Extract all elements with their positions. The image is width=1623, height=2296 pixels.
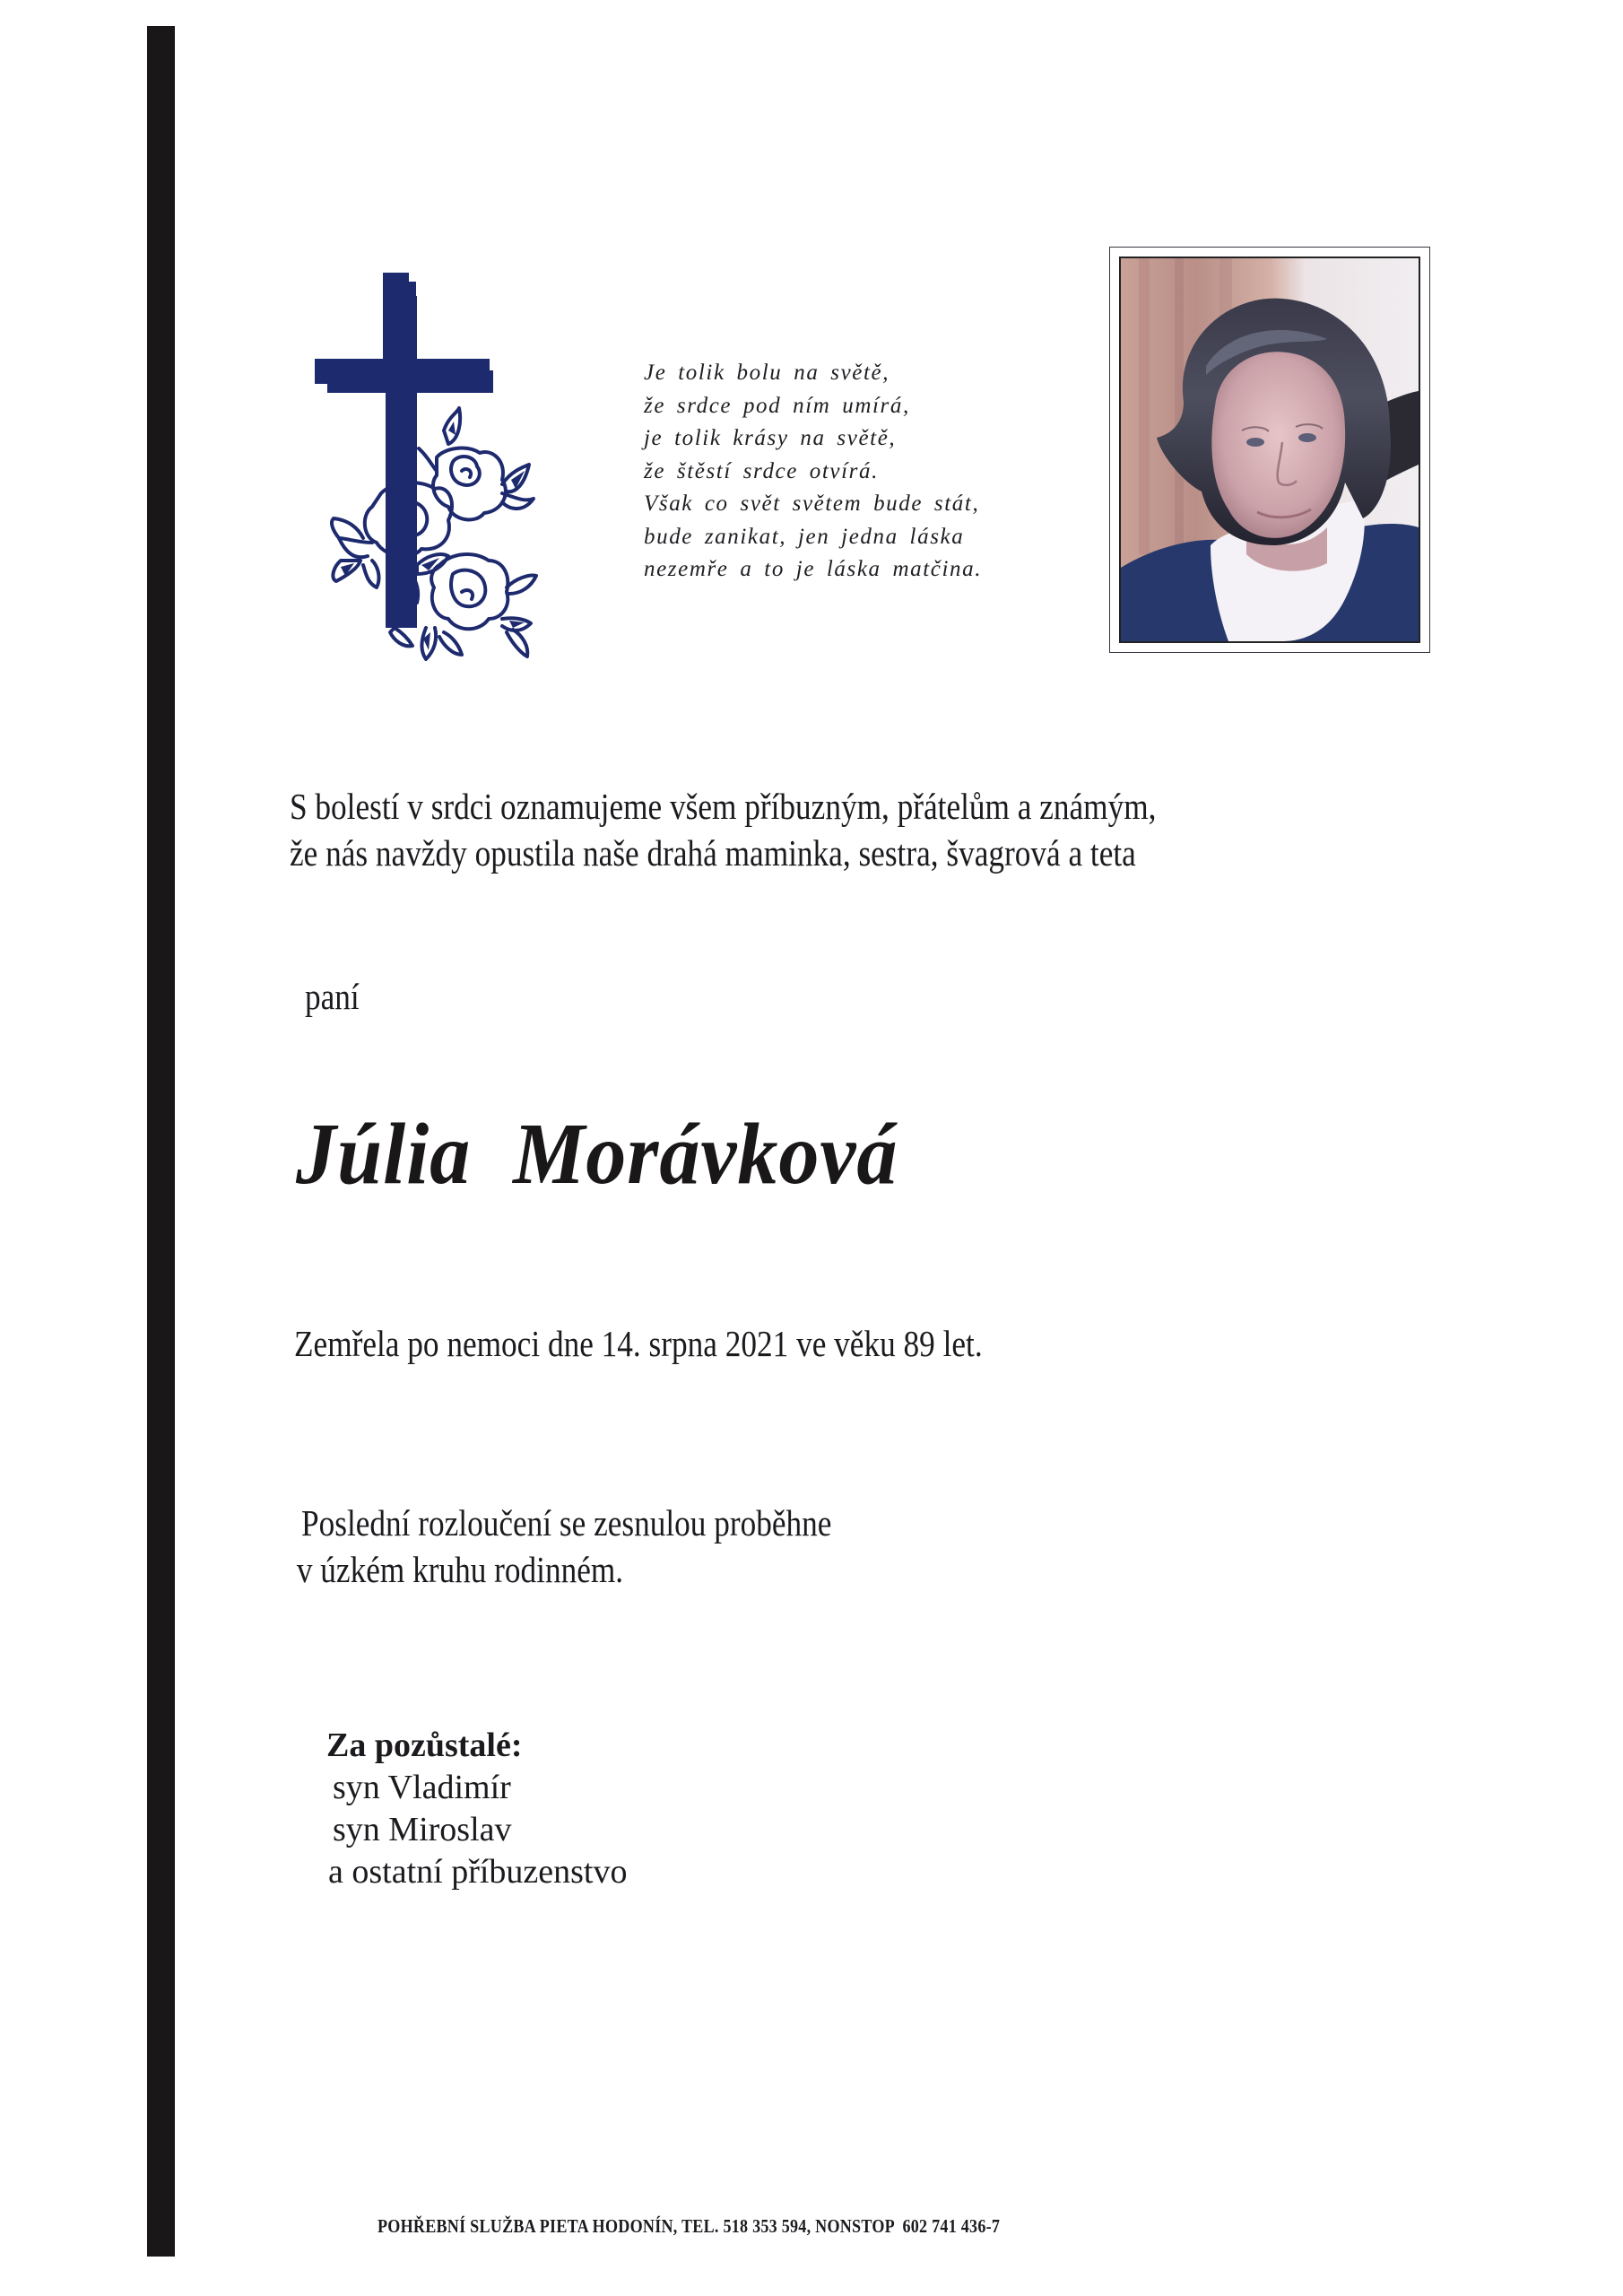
- farewell-notice: [296, 1500, 832, 1593]
- survivor-item: syn Vladimír: [333, 1769, 511, 1806]
- deceased-first-name: Júlia: [296, 1106, 472, 1202]
- poem-line: Však co svět světem bude stát,: [644, 491, 980, 516]
- farewell-line: Poslední rozloučení se zesnulou proběhne: [301, 1502, 832, 1544]
- announcement-line: S bolestí v srdci oznamujeme všem příbuzným, přátelům a známým,: [290, 786, 1157, 827]
- poem-line: že štěstí srdce otvírá.: [644, 458, 879, 483]
- portrait-frame: [1109, 247, 1430, 653]
- funeral-service-footer: POHŘEBNÍ SLUŽBA PIETA HODONÍN, TEL. 518 353 594, NONSTOP 602 741 436-7: [378, 2215, 1001, 2237]
- poem-line: je tolik krásy na světě,: [644, 426, 897, 450]
- poem-line: nezemře a to je láska matčina.: [644, 557, 983, 581]
- survivors-list: [328, 1725, 627, 1893]
- poem-line: bude zanikat, jen jedna láska: [644, 524, 965, 549]
- survivor-item: syn Miroslav: [333, 1811, 512, 1848]
- poem-line: že srdce pod ním umírá,: [644, 393, 910, 418]
- mourning-bar: [147, 26, 175, 2257]
- cross-with-roses-icon: [305, 265, 547, 668]
- poem: [644, 357, 982, 587]
- survivors-heading: Za pozůstalé:: [326, 1726, 523, 1764]
- poem-line: Je tolik bolu na světě,: [644, 361, 890, 385]
- deceased-last-name: Morávková: [513, 1106, 898, 1202]
- deceased-name: [296, 1105, 898, 1204]
- farewell-line: v úzkém kruhu rodinném.: [296, 1549, 624, 1590]
- survivor-item: a ostatní příbuzenstvo: [328, 1853, 628, 1891]
- death-notice: Zemřela po nemoci dne 14. srpna 2021 ve věku 89 let.: [294, 1323, 983, 1364]
- portrait-photo: [1119, 257, 1420, 643]
- honorific: paní: [305, 976, 360, 1017]
- announcement: [290, 783, 1156, 876]
- announcement-line: že nás navždy opustila naše drahá maminka, sestra, švagrová a teta: [290, 832, 1136, 874]
